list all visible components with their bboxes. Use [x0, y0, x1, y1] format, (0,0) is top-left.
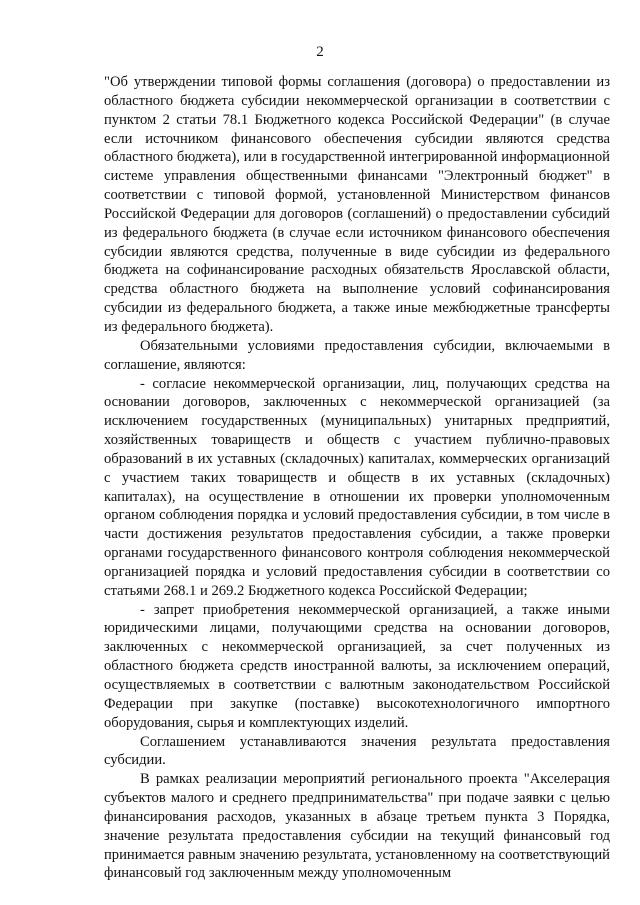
paragraph-regional-project: В рамках реализации мероприятий регионального проекта "Акселерация субъектов малого и среднего предпринимательства" при подаче заявки с целью финансирования расходов, указанных в абзаце третьем пункта 3 Порядка, значение результата предоставления субсидии на текущий финансовый год принимается равным значению результата, установленному на соответствующий финансовый год заключенным между уполномоченным: [104, 771, 610, 882]
paragraph-currency-purchase-ban: - запрет приобретения некоммерческой организацией, а также иными юридическими лицами, получающими средства на основании договоров, заключенных с некоммерческой организацией, за счет полученных из областного бюджета средств иностранной валюты, за исключением операций, осуществляемых в соответствии с валютным законодательством Российской Федерации при закупке (поставке) высокотехнологичного импортного оборудования, сырья и комплектующих изделий.: [104, 601, 610, 731]
paragraph-consent-to-inspection: - согласие некоммерческой организации, лиц, получающих средства на основании договоров, заключенных с некоммерческой организацией (за исключением государственных (муниципальных) унитарных предприятий, хозяйственных товариществ и обществ с участием публично-правовых образований в их уставных (складочных) капиталах, коммерческих организаций с участием таких товариществ и обществ в их уставных (складочных) капиталах), на осуществление в отношении их проверки уполномоченным органом соблюдения порядка и условий предоставления субсидии, в том числе в части достижения результатов предоставления субсидии, а также проверки органами государственного финансового контроля соблюдения некоммерческой организацией порядка и условий предоставления субсидии в соответствии со статьями 268.1 и 269.2 Бюджетного кодекса Российской Федерации;: [104, 375, 610, 599]
page-number: 2: [316, 44, 324, 60]
paragraph-continuation: "Об утверждении типовой формы соглашения (договора) о предоставлении из областного бюджета субсидии некоммерческой организации в соответствии с пунктом 2 статьи 78.1 Бюджетного кодекса Российской Федерации" (в случае если источником финансового обеспечения субсидии являются средства областного бюджета), или в государственной интегрированной информационной системе управления общественными финансами "Электронный бюджет" в соответствии с типовой формой, установленной Министерством финансов Российской Федерации для договоров (соглашений) о предоставлении субсидий из федерального бюджета (в случае если источником финансового обеспечения субсидии являются средства, полученные в виде субсидии из федерального бюджета на софинансирование расходных обязательств Ярославской области, средства областного бюджета на выполнение условий софинансирования субсидии из федерального бюджета, а также иные межбюджетные трансферты из федерального бюджета).: [104, 74, 610, 335]
paragraph-result-values: Соглашением устанавливаются значения результата предоставления субсидии.: [104, 733, 610, 769]
paragraph-mandatory-conditions: Обязательными условиями предоставления субсидии, включаемыми в соглашение, являются:: [104, 337, 610, 373]
document-body: [104, 73, 610, 883]
